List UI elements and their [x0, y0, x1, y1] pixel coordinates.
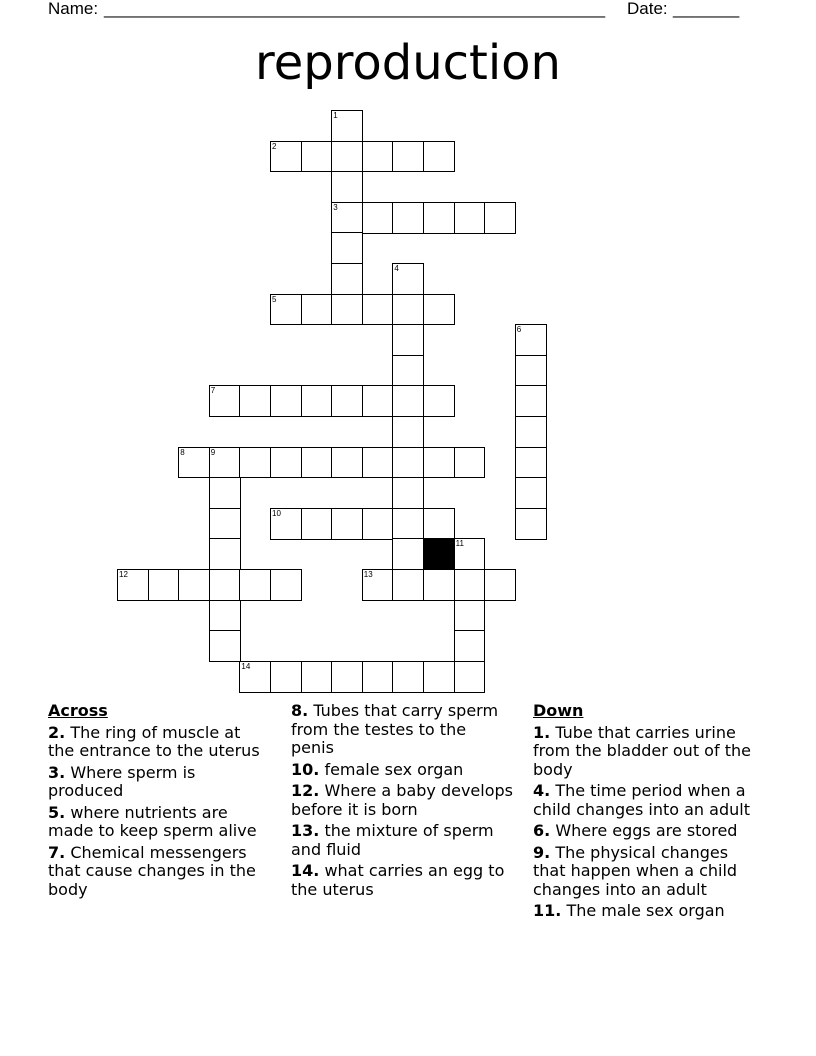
down-clues-column [533, 702, 765, 924]
clue-number: 14. [291, 861, 320, 880]
down-heading: Down [533, 701, 584, 720]
clue-across-13 [291, 822, 513, 859]
crossword-cell[interactable] [239, 385, 271, 417]
crossword-cell[interactable] [148, 569, 180, 601]
clue-number: 4. [533, 781, 551, 800]
clue-number: 13. [291, 821, 320, 840]
cell-number: 9 [210, 447, 216, 457]
clue-number: 5. [48, 802, 66, 822]
crossword-cell[interactable] [423, 141, 455, 173]
crossword-cell[interactable] [392, 141, 424, 173]
clue-across-10 [291, 761, 513, 780]
cell-number: 5 [272, 294, 277, 304]
crossword-cell[interactable] [362, 447, 394, 479]
crossword-cell[interactable] [454, 600, 486, 632]
clue-text: Where eggs are stored [555, 821, 738, 840]
crossword-cell[interactable] [515, 385, 547, 417]
clue-across-12 [291, 782, 513, 819]
clue-number: 12. [291, 781, 320, 800]
crossword-cell[interactable] [362, 569, 394, 601]
clue-text: The time period when a child changes into an adult [533, 781, 750, 819]
crossword-cell[interactable] [209, 477, 241, 509]
crossword-black-cell [423, 538, 455, 570]
cell-number: 7 [210, 386, 216, 396]
clue-text: Where a baby develops before it is born [291, 781, 513, 819]
clue-across-14 [291, 862, 513, 899]
clue-across-2 [48, 724, 266, 761]
name-field[interactable]: _____________________________________________________ [104, 0, 606, 18]
crossword-cell[interactable] [423, 661, 455, 693]
crossword-cell[interactable] [392, 355, 424, 387]
crossword-cell[interactable] [209, 447, 241, 479]
crossword-cell[interactable] [392, 263, 424, 295]
clue-number: 7. [48, 842, 66, 862]
crossword-cell[interactable] [392, 538, 424, 570]
cell-number: 3 [333, 202, 338, 212]
crossword-cell[interactable] [331, 202, 363, 234]
crossword-cell[interactable] [209, 538, 241, 570]
crossword-cell[interactable] [423, 508, 455, 540]
crossword-cell[interactable] [454, 569, 486, 601]
clue-text: what carries an egg to the uterus [291, 861, 505, 899]
clue-number: 2. [48, 722, 66, 742]
clue-down-9 [533, 844, 765, 900]
crossword-cell[interactable] [331, 263, 363, 295]
clue-across-8 [291, 702, 513, 758]
crossword-cell[interactable] [301, 661, 333, 693]
crossword-cell[interactable] [392, 202, 424, 234]
crossword-cell[interactable] [301, 508, 333, 540]
date-field[interactable]: _______ [673, 0, 740, 18]
clue-text: Chemical messengers that cause changes in the body [48, 842, 256, 899]
crossword-cell[interactable] [301, 385, 333, 417]
cell-number: 2 [272, 141, 277, 151]
crossword-cell[interactable] [209, 630, 241, 662]
crossword-cell[interactable] [331, 294, 363, 326]
crossword-cell[interactable] [331, 141, 363, 173]
across-clues-continued-column [291, 702, 513, 902]
crossword-cell[interactable] [423, 202, 455, 234]
crossword-cell[interactable] [209, 569, 241, 601]
clue-down-6 [533, 822, 765, 841]
crossword-cell[interactable] [331, 661, 363, 693]
crossword-cell[interactable] [331, 508, 363, 540]
crossword-cell[interactable] [484, 202, 516, 234]
crossword-cell[interactable] [362, 294, 394, 326]
crossword-cell[interactable] [331, 385, 363, 417]
clue-down-1 [533, 724, 765, 780]
crossword-cell[interactable] [454, 630, 486, 662]
crossword-cell[interactable] [331, 110, 363, 142]
crossword-cell[interactable] [270, 141, 302, 173]
clue-text: Tubes that carry sperm from the testes to the penis [291, 701, 499, 757]
crossword-cell[interactable] [270, 447, 302, 479]
crossword-cell[interactable] [270, 294, 302, 326]
crossword-cell[interactable] [454, 202, 486, 234]
clue-number: 1. [533, 722, 551, 742]
crossword-cell[interactable] [209, 600, 241, 632]
crossword-cell[interactable] [392, 508, 424, 540]
crossword-cell[interactable] [392, 447, 424, 479]
cell-number: 14 [241, 661, 251, 671]
crossword-cell[interactable] [392, 661, 424, 693]
clue-text: Where sperm is produced [48, 762, 196, 800]
cell-number: 4 [394, 264, 399, 273]
clue-text: female sex organ [324, 759, 464, 779]
clue-number: 11. [533, 901, 562, 920]
crossword-cell[interactable] [270, 385, 302, 417]
clue-number: 6. [533, 821, 551, 840]
crossword-cell[interactable] [515, 508, 547, 540]
cell-number: 8 [180, 447, 185, 457]
crossword-cell[interactable] [392, 324, 424, 356]
crossword-cell[interactable] [423, 569, 455, 601]
cell-number: 6 [516, 325, 522, 335]
crossword-cell[interactable] [117, 569, 149, 601]
crossword-cell[interactable] [392, 569, 424, 601]
crossword-grid [117, 110, 547, 693]
clue-down-4 [533, 782, 765, 819]
clue-across-7 [48, 844, 266, 900]
crossword-cell[interactable] [392, 294, 424, 326]
crossword-cell[interactable] [362, 661, 394, 693]
puzzle-title: reproduction [255, 35, 561, 91]
crossword-cell[interactable] [239, 447, 271, 479]
crossword-cell[interactable] [270, 569, 302, 601]
crossword-cell[interactable] [362, 141, 394, 173]
crossword-cell[interactable] [423, 294, 455, 326]
crossword-cell[interactable] [454, 447, 486, 479]
cell-number: 11 [455, 539, 464, 549]
crossword-cell[interactable] [392, 477, 424, 509]
crossword-cell[interactable] [454, 661, 486, 693]
clue-text: Tube that carries urine from the bladder out of the body [533, 722, 751, 779]
crossword-cell[interactable] [392, 416, 424, 448]
crossword-cell[interactable] [423, 385, 455, 417]
crossword-cell[interactable] [515, 355, 547, 387]
crossword-cell[interactable] [515, 416, 547, 448]
crossword-cell[interactable] [209, 385, 241, 417]
crossword-cell[interactable] [178, 447, 210, 479]
clue-text: The ring of muscle at the entrance to the uterus [48, 722, 260, 760]
crossword-cell[interactable] [362, 202, 394, 234]
cell-number: 10 [272, 508, 281, 518]
name-label: Name: [48, 0, 99, 18]
cell-number: 12 [119, 570, 128, 579]
clue-across-5 [48, 804, 266, 841]
clue-across-3 [48, 764, 266, 801]
crossword-cell[interactable] [515, 447, 547, 479]
crossword-cell[interactable] [270, 661, 302, 693]
crossword-cell[interactable] [484, 569, 516, 601]
clue-number: 9. [533, 842, 551, 862]
crossword-cell[interactable] [331, 447, 363, 479]
clue-number: 8. [291, 701, 309, 720]
clue-number: 10. [291, 759, 320, 779]
crossword-cell[interactable] [178, 569, 210, 601]
clue-text: The physical changes that happen when a child changes into an adult [533, 842, 738, 899]
crossword-cell[interactable] [239, 569, 271, 601]
cell-number: 1 [333, 111, 338, 120]
clue-text: The male sex organ [566, 901, 725, 920]
crossword-cell[interactable] [301, 141, 333, 173]
clue-number: 3. [48, 762, 66, 782]
crossword-cell[interactable] [301, 294, 333, 326]
across-clues-column [48, 702, 266, 902]
crossword-cell[interactable] [270, 508, 302, 540]
crossword-cell[interactable] [392, 385, 424, 417]
crossword-cell[interactable] [362, 508, 394, 540]
crossword-cell[interactable] [423, 447, 455, 479]
crossword-cell[interactable] [331, 171, 363, 203]
crossword-cell[interactable] [515, 477, 547, 509]
crossword-cell[interactable] [239, 661, 271, 693]
crossword-cell[interactable] [515, 324, 547, 356]
across-heading: Across [48, 701, 108, 720]
crossword-cell[interactable] [454, 538, 486, 570]
crossword-cell[interactable] [331, 232, 363, 264]
crossword-cell[interactable] [301, 447, 333, 479]
crossword-cell[interactable] [362, 385, 394, 417]
cell-number: 13 [363, 570, 373, 579]
clue-down-11 [533, 902, 765, 921]
clue-text: the mixture of sperm and fluid [291, 821, 494, 859]
crossword-cell[interactable] [209, 508, 241, 540]
clue-text: where nutrients are made to keep sperm alive [48, 802, 257, 840]
date-label: Date: [627, 0, 668, 18]
